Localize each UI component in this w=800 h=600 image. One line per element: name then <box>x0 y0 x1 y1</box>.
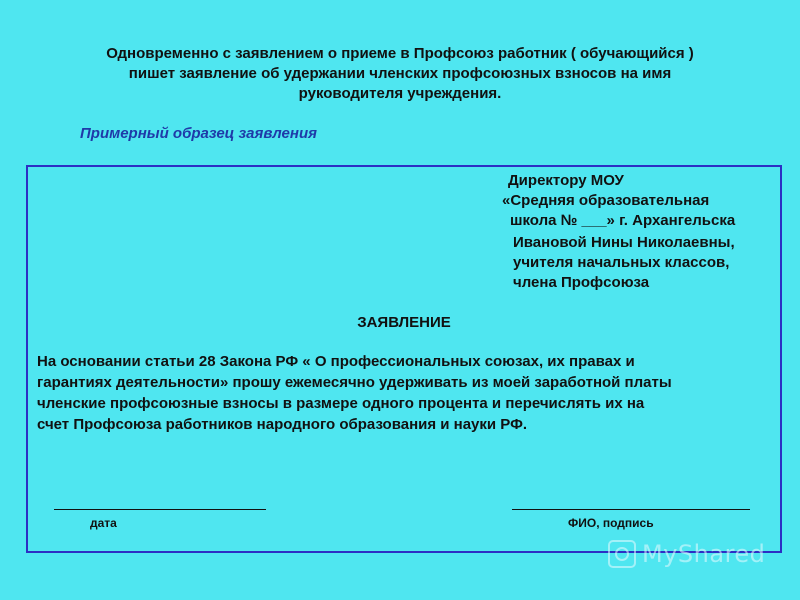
intro-text <box>40 44 760 104</box>
name-signature-line <box>512 509 750 510</box>
intro-line: Одновременно с заявлением о приеме в Профсоюз работник ( обучающийся ) <box>106 45 694 62</box>
document-heading: ЗАЯВЛЕНИЕ <box>357 314 451 331</box>
application-body <box>37 351 757 435</box>
date-label: дата <box>90 516 117 530</box>
addressee-line: Директору МОУ <box>508 172 624 189</box>
body-line: гарантиях деятельности» прошу ежемесячно удерживать из моей заработной платы <box>37 374 672 391</box>
body-line: членские профсоюзные взносы в размере одного процента и перечислять их на <box>37 395 645 412</box>
name-signature-label: ФИО, подпись <box>568 516 654 530</box>
addressee-line: «Средняя образовательная <box>502 192 710 209</box>
addressee-line: школа № ___» г. Архангельска <box>510 212 736 229</box>
application-form-frame <box>26 165 782 553</box>
watermark-logo-icon <box>608 540 636 568</box>
sample-title: Примерный образец заявления <box>80 125 317 142</box>
intro-line: пишет заявление об удержании членских профсоюзных взносов на имя <box>128 65 672 82</box>
body-line: На основании статьи 28 Закона РФ « О профессиональных союзах, их правах и <box>37 353 635 370</box>
date-signature-line <box>54 509 266 510</box>
watermark-text: MyShared <box>642 540 766 568</box>
addressee-line: учителя начальных классов, <box>513 254 730 271</box>
watermark <box>608 537 765 571</box>
addressee-line: Ивановой Нины Николаевны, <box>513 234 735 251</box>
addressee-line: члена Профсоюза <box>513 274 650 291</box>
intro-line: руководителя учреждения. <box>298 85 502 102</box>
body-line: счет Профсоюза работников народного образования и науки РФ. <box>37 416 528 433</box>
